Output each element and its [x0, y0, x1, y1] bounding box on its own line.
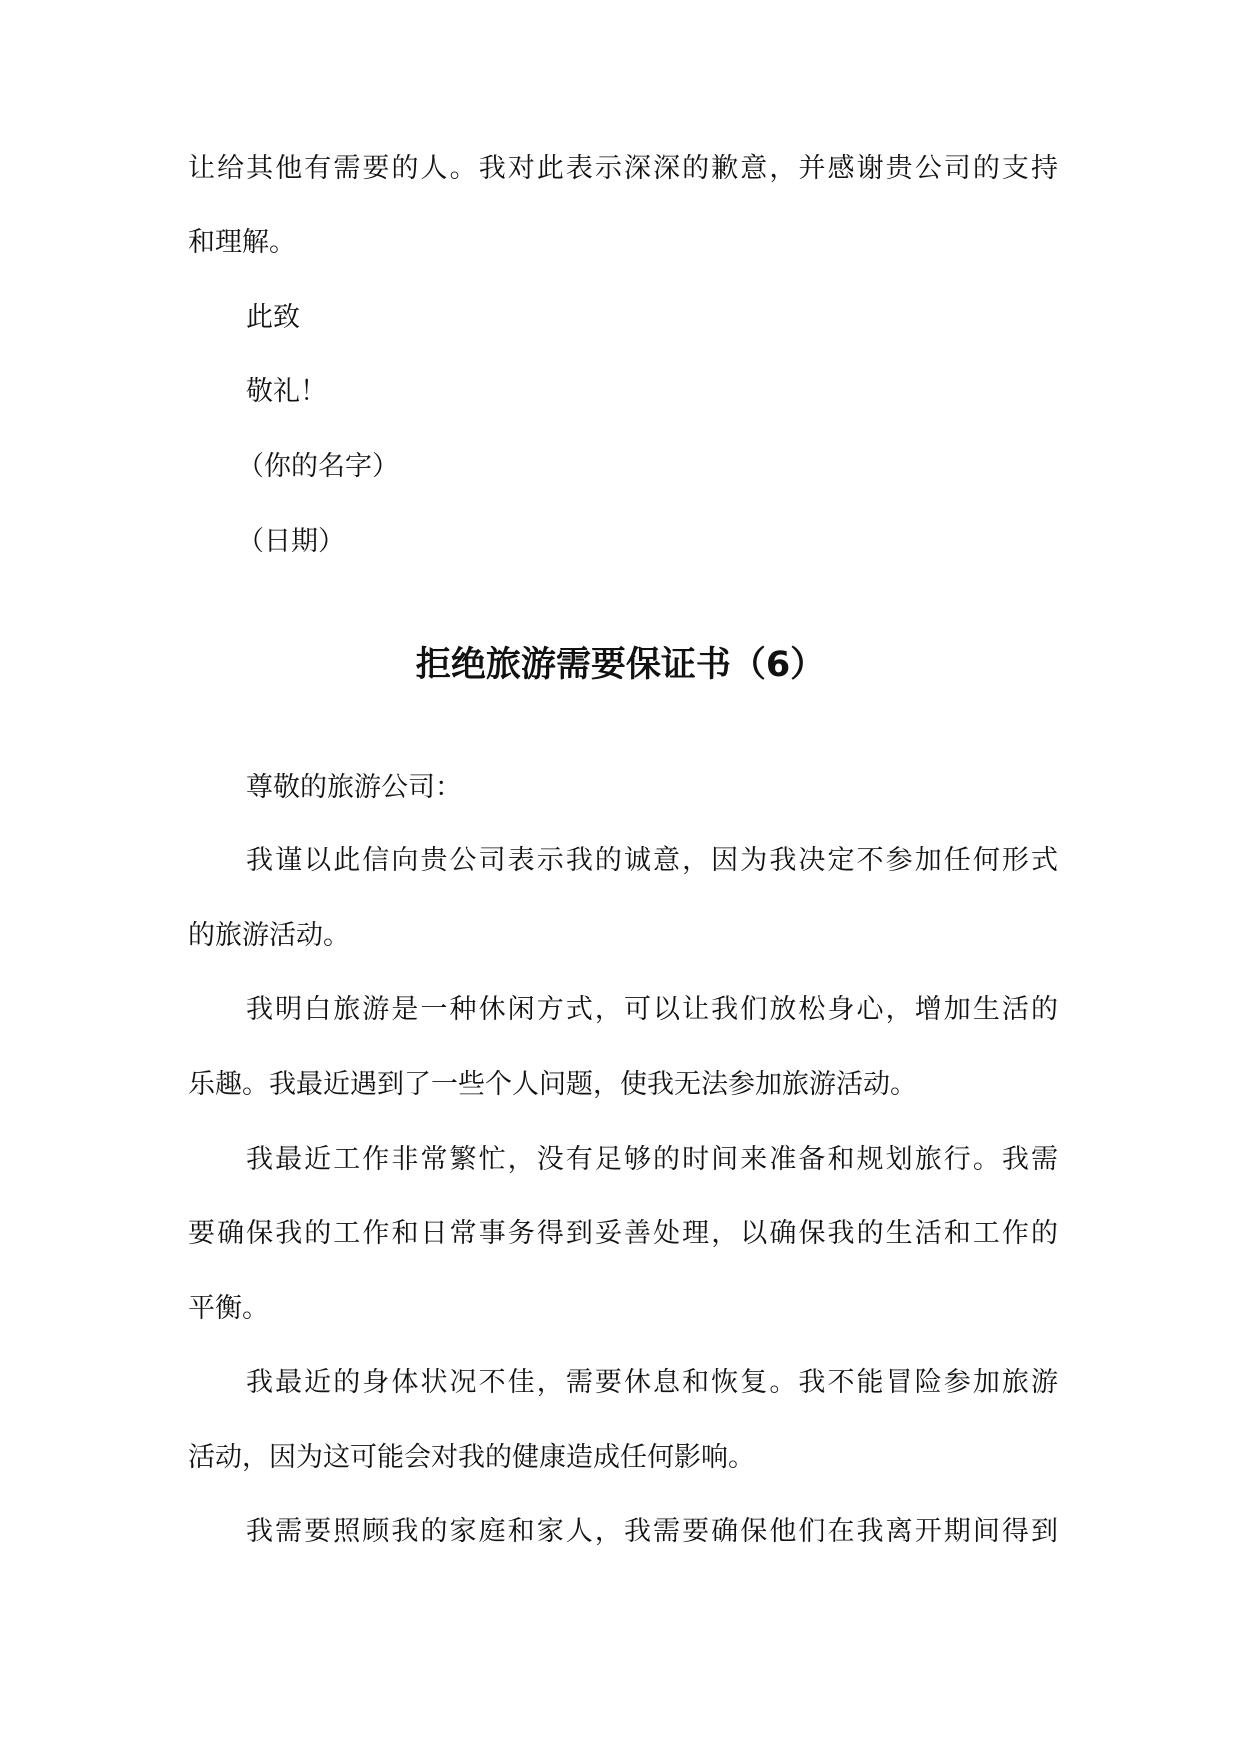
- section-title: 拒绝旅游需要保证书（6）: [415, 645, 826, 685]
- signature-date: （日期）: [237, 526, 345, 557]
- body-text-line: 活动，因为这可能会对我的健康造成任何影响。: [188, 1442, 755, 1473]
- body-text-line: 平衡。: [188, 1293, 269, 1324]
- body-text-line: 要确保我的工作和日常事务得到妥善处理，以确保我的生活和工作的: [188, 1218, 1058, 1249]
- closing-salutation: 敬礼！: [246, 376, 327, 407]
- body-text-line: 我谨以此信向贵公司表示我的诚意，因为我决定不参加任何形式: [246, 845, 1058, 876]
- body-text-line: 我明白旅游是一种休闲方式，可以让我们放松身心，增加生活的: [246, 994, 1058, 1025]
- body-text-line: 让给其他有需要的人。我对此表示深深的歉意，并感谢贵公司的支持: [188, 153, 1058, 184]
- body-text-line: 和理解。: [188, 227, 296, 258]
- body-text-line: 我最近的身体状况不佳，需要休息和恢复。我不能冒险参加旅游: [246, 1367, 1058, 1398]
- salutation: 尊敬的旅游公司：: [246, 772, 462, 803]
- body-text-line: 我需要照顾我的家庭和家人，我需要确保他们在我离开期间得到: [246, 1516, 1058, 1547]
- signature-name: （你的名字）: [237, 451, 399, 482]
- body-text-line: 的旅游活动。: [188, 920, 350, 951]
- body-text-line: 乐趣。我最近遇到了一些个人问题，使我无法参加旅游活动。: [188, 1069, 917, 1100]
- body-text-line: 我最近工作非常繁忙，没有足够的时间来准备和规划旅行。我需: [246, 1144, 1058, 1175]
- closing-phrase: 此致: [246, 302, 300, 333]
